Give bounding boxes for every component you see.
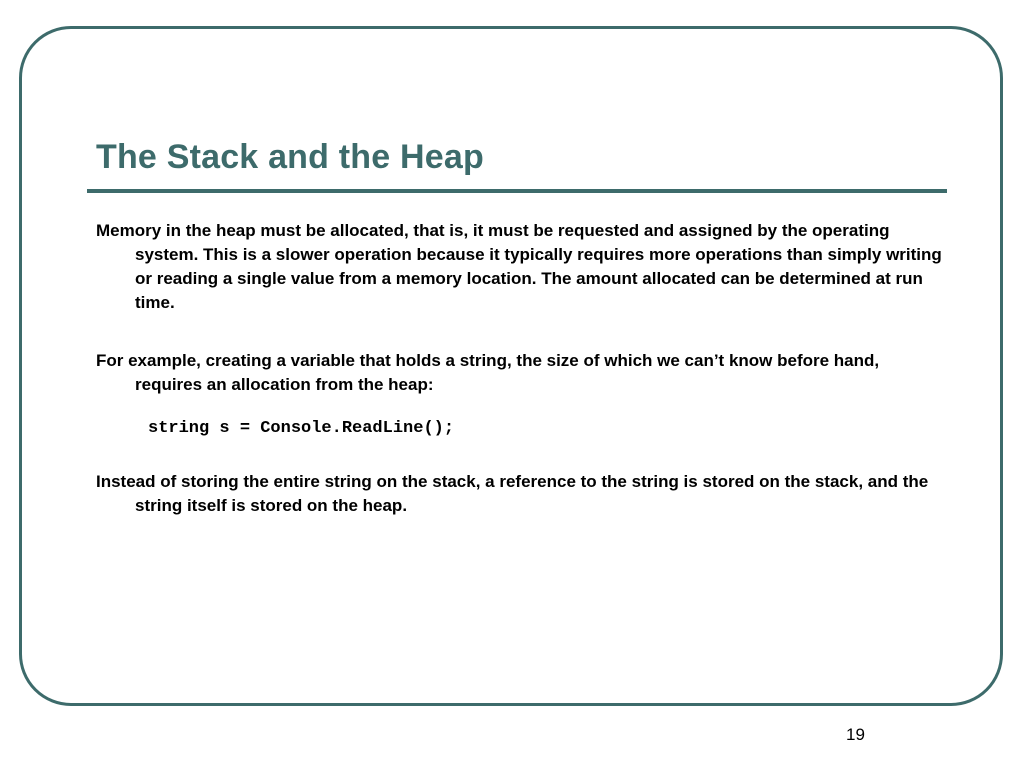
page-number: 19 [846,725,865,744]
code-snippet: string s = Console.ReadLine(); [148,419,455,438]
paragraph-heap-allocation: Memory in the heap must be allocated, that is, it must be requested and assigned by the operating system. This is a slower operation because it typically requires more operations than simply writing or reading a single value from a memory location. The amount allocated can be determined at run time. [96,221,942,312]
paragraph-example: For example, creating a variable that holds a string, the size of which we can’t know before hand, requires an allocation from the heap: [96,351,880,394]
title-underline [87,189,947,193]
paragraph-reference-storage: Instead of storing the entire string on the stack, a reference to the string is stored on the stack, and the string itself is stored on the heap. [96,472,929,515]
slide-body [96,219,946,518]
slide-title: The Stack and the Heap [96,138,484,176]
